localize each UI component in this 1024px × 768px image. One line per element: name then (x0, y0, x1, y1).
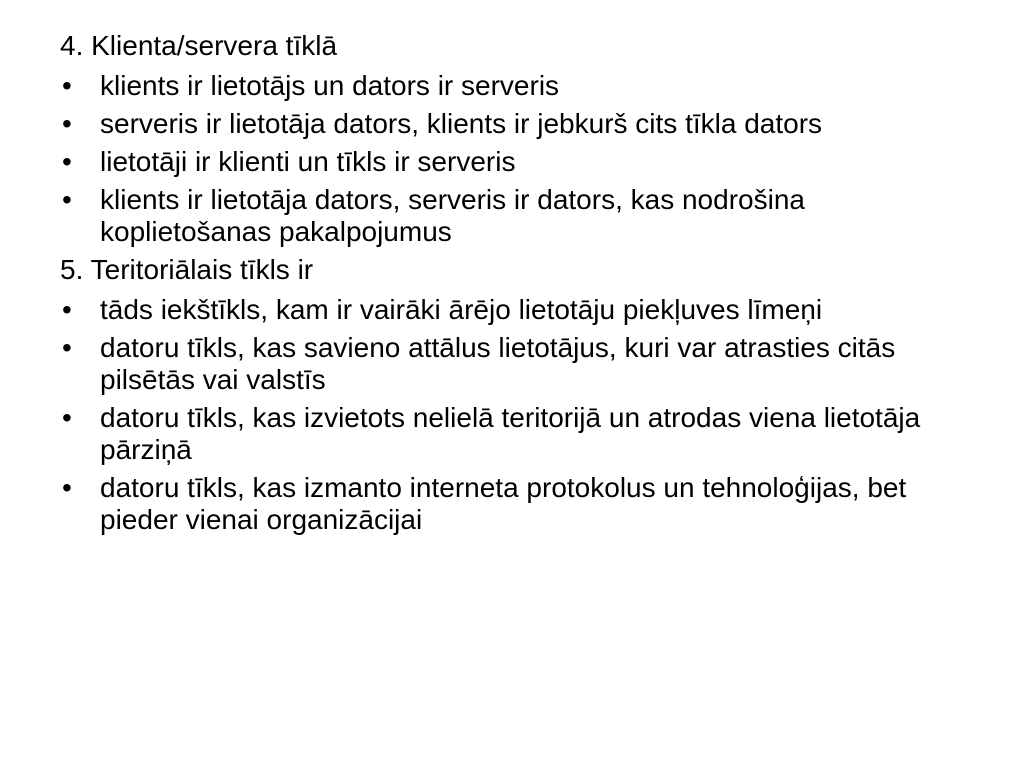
answer-option-text: tāds iekštīkls, kam ir vairāki ārējo lietotāju piekļuves līmeņi (100, 294, 823, 325)
answer-option (60, 332, 980, 396)
bullet-icon: • (62, 402, 72, 433)
answer-option-text: klients ir lietotāja dators, serveris ir dators, kas nodrošina koplietošanas pakalpojumus (100, 184, 805, 247)
answer-option-text: datoru tīkls, kas savieno attālus lietotājus, kuri var atrasties citās pilsētās vai valstīs (100, 332, 896, 395)
bullet-icon: • (62, 108, 72, 139)
question-heading: 5. Teritoriālais tīkls ir (60, 254, 314, 285)
slide-content (60, 30, 980, 542)
answer-option-text: datoru tīkls, kas izmanto interneta protokolus un tehnoloģijas, bet pieder vienai organizācijai (100, 472, 907, 535)
bullet-icon: • (62, 332, 72, 363)
answer-option (60, 184, 980, 248)
answer-option-text: serveris ir lietotāja dators, klients ir jebkurš cits tīkla dators (100, 108, 823, 139)
question-4 (60, 30, 980, 248)
bullet-icon: • (62, 70, 72, 101)
bullet-icon: • (62, 472, 72, 503)
bullet-icon: • (62, 184, 72, 215)
answer-option-text: datoru tīkls, kas izvietots nelielā teritorijā un atrodas viena lietotāja pārziņā (100, 402, 921, 465)
answer-option (60, 402, 980, 466)
bullet-icon: • (62, 146, 72, 177)
answer-option-text: klients ir lietotājs un dators ir serveris (100, 70, 560, 101)
answer-option (60, 294, 980, 326)
answer-option-text: lietotāji ir klienti un tīkls ir serveris (100, 146, 516, 177)
answer-option (60, 472, 980, 536)
answer-option (60, 146, 980, 178)
answer-option (60, 108, 980, 140)
bullet-icon: • (62, 294, 72, 325)
question-heading: 4. Klienta/servera tīklā (60, 30, 338, 61)
question-5 (60, 254, 980, 536)
answer-option (60, 70, 980, 102)
